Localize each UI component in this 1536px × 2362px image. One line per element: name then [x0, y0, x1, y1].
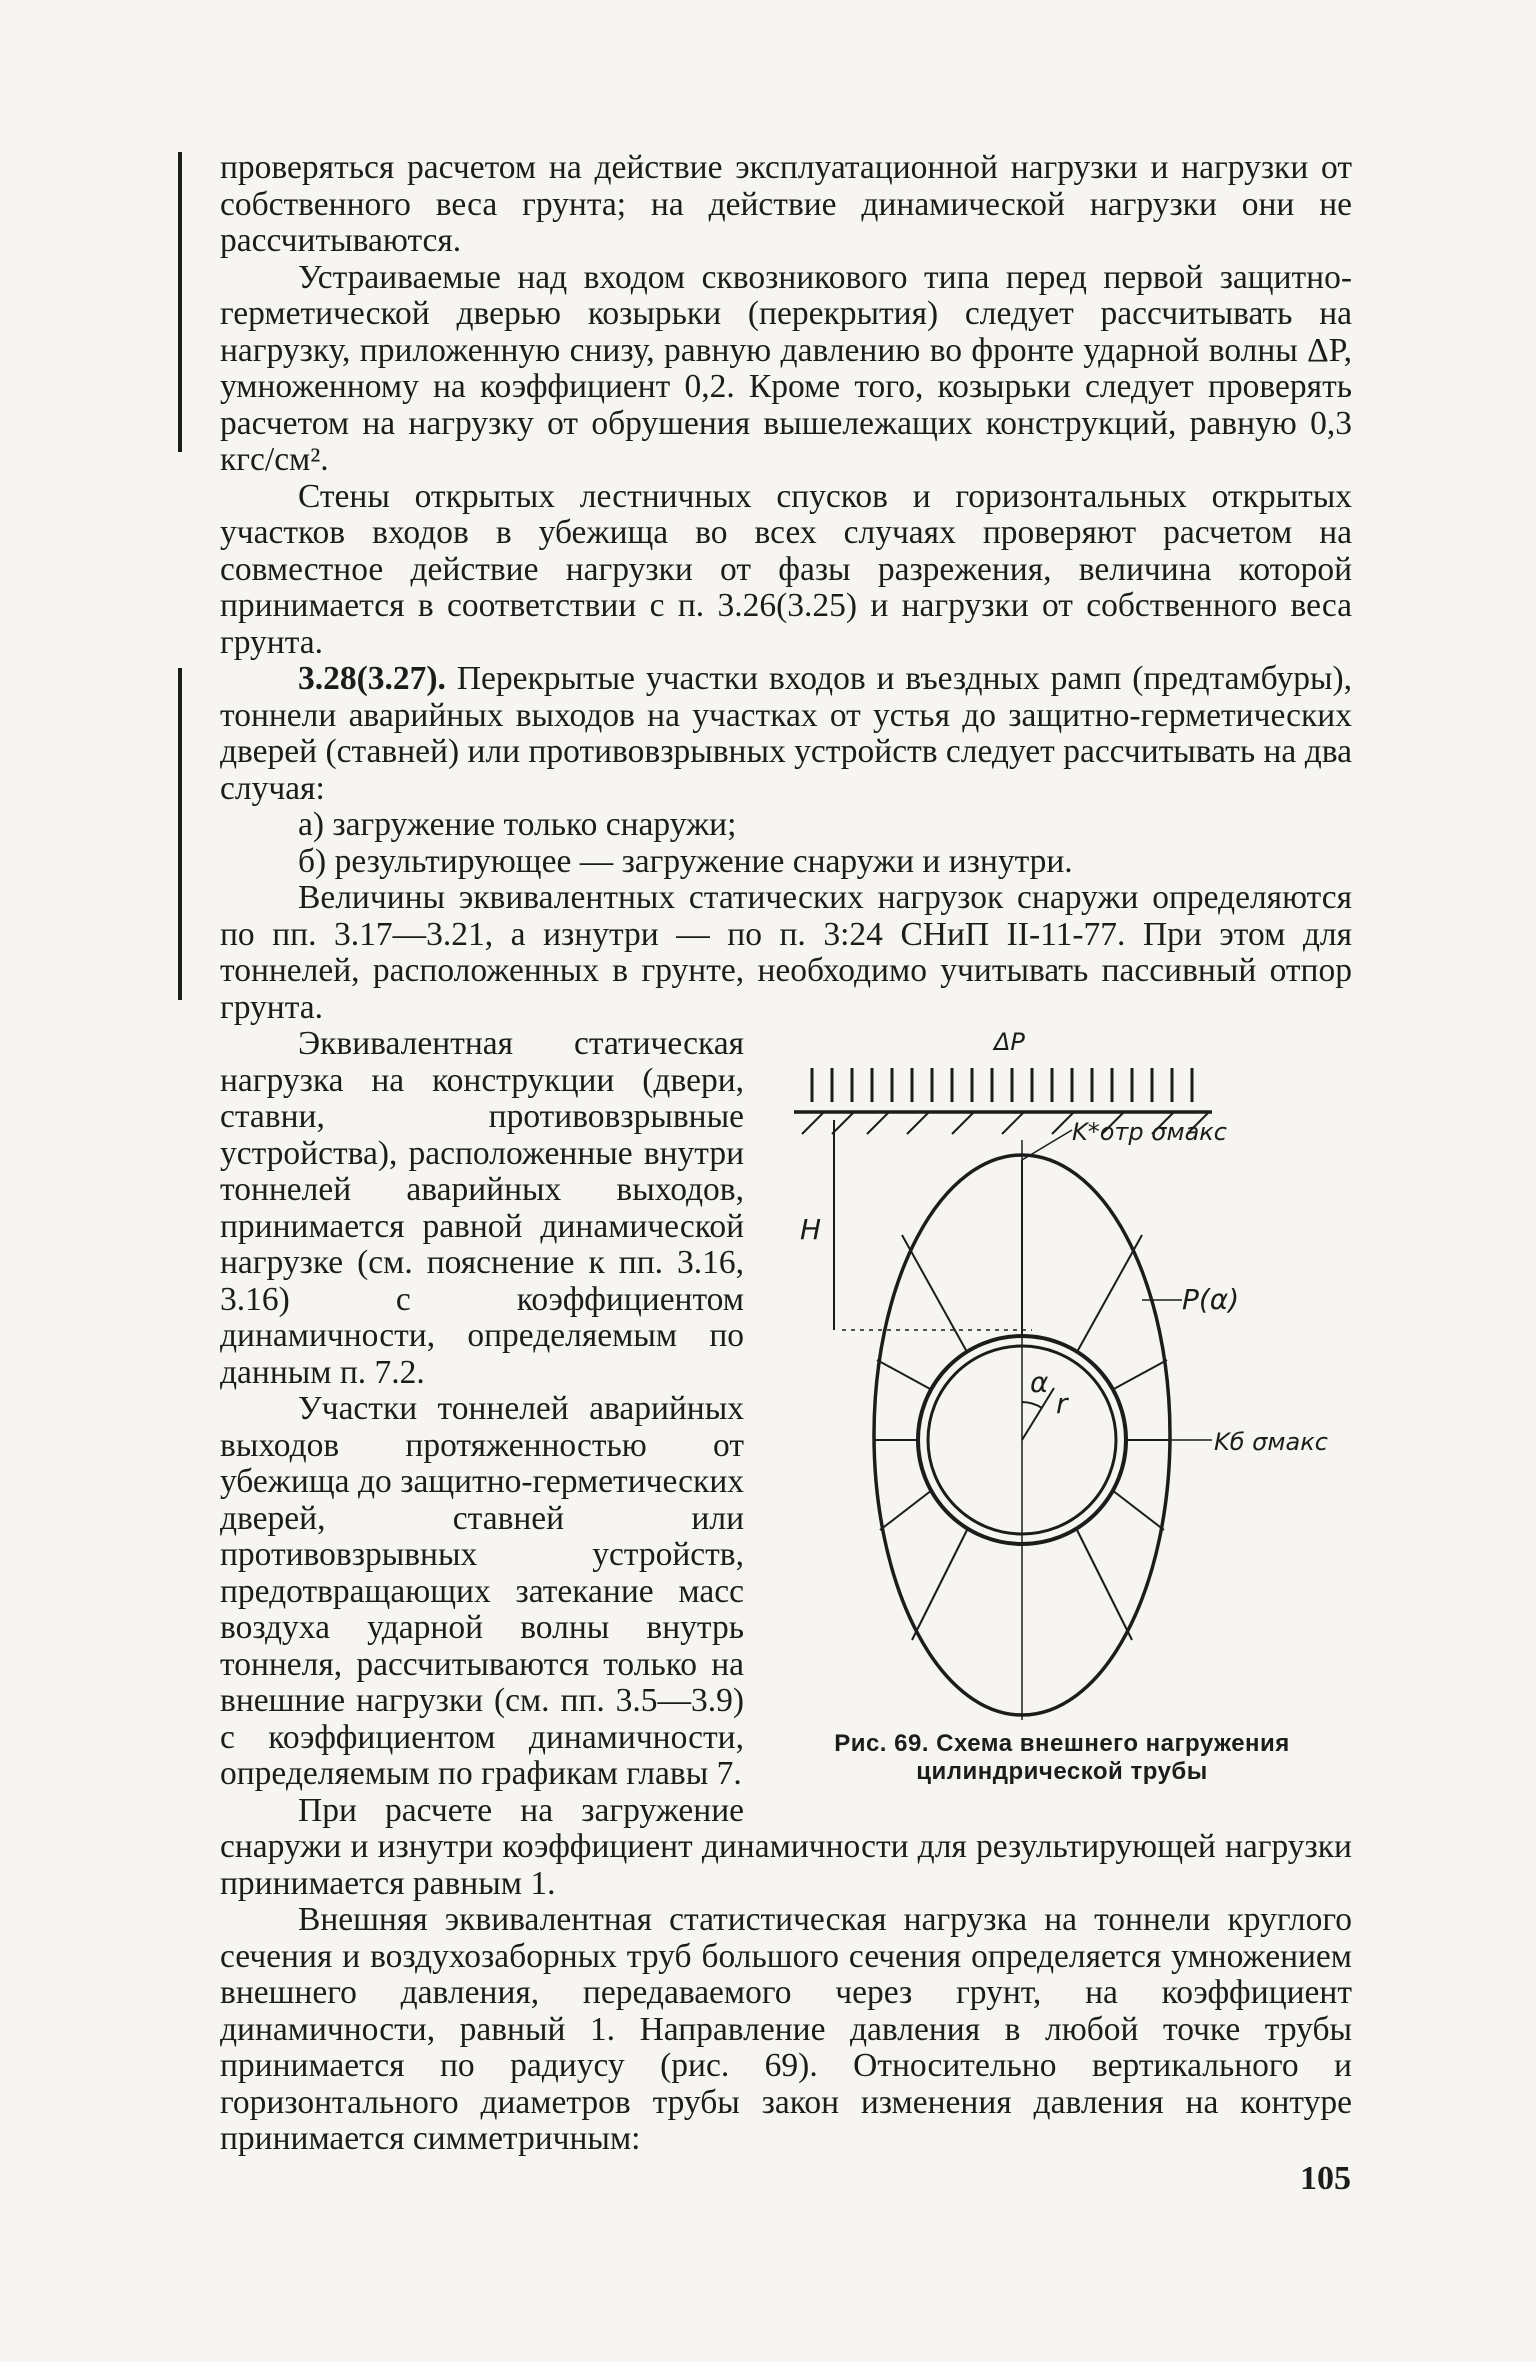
paragraph-text: Перекрытые участки входов и въездных рамп (предтамбуры), тоннели аварийных выходов на участках от устья до защитно-герметических дверей (ставней) или противовзрывных устройств следует рассчитывать на два случая: — [220, 660, 1352, 807]
figure-caption: Рис. 69. Схема внешнего нагружения цилиндрической трубы — [834, 1730, 1290, 1785]
paragraph: Участки тоннелей аварийных выходов протяженностью от убежища до защитно-герметических дверей, ставней или противовзрывных устройств, предотвращающих затекание масс воздуха ударной волны внутрь тоннеля, рассчитываются только на внешние нагрузки (см. пп. 3.5—3.9) с коэффициентом динамичности, определяемым по графикам главы 7. — [220, 1390, 744, 1792]
paragraph — [220, 661, 1352, 807]
paragraph: Устраиваемые над входом сквозникового типа перед первой защитно-герметической дверью козырьки (перекрытия) следует рассчитывать на нагрузку, приложенную снизу, равную давлению во фронте ударной волны ΔP, умноженному на коэффициент 0,2. Кроме того, козырьки следует проверять расчетом на нагрузку от обрушения вышележащих конструкций, равную 0,3 кгс/см². — [220, 258, 1352, 478]
label-p-alpha: P(α) — [1182, 1283, 1240, 1316]
margin-bar-1 — [178, 152, 182, 452]
margin-bar-2 — [178, 668, 182, 1000]
list-item: а) загружение только снаружи; — [298, 806, 737, 843]
page-number: 105 — [1300, 2160, 1351, 2197]
label-h: H — [800, 1213, 822, 1246]
label-side-load: Kб σмакс — [1214, 1428, 1328, 1456]
paragraph: При расчете на загружение снаружи и изнутри коэффициент динамичности для результирующей нагрузки принимается равным 1. — [220, 1791, 1352, 1902]
paragraph: проверяться расчетом на действие эксплуатационной нагрузки и нагрузки от собственного веса грунта; на действие динамической нагрузки они не рассчитываются. — [220, 149, 1352, 259]
label-alpha: α — [1030, 1366, 1049, 1399]
label-delta-p: ΔP — [994, 1028, 1025, 1056]
paragraph: Величины эквивалентных статических нагрузок снаружи определяются по пп. 3.17—3.21, а изнутри — по п. 3:24 СНиП II-11-77. При этом для тоннелей, расположенных в грунте, необходимо учитывать пассивный отпор грунта. — [220, 879, 1352, 1026]
paragraph: Стены открытых лестничных спусков и горизонтальных открытых участков входов в убежища во всех случаях проверяют расчетом на совместное действие нагрузки от фазы разрежения, величина которой принимается в соответствии с п. 3.26(3.25) и нагрузки от собственного веса грунта. — [220, 477, 1352, 661]
label-top-load: K*отр σмакс — [1072, 1118, 1227, 1146]
figure-wrap — [220, 1026, 1352, 2158]
paragraph: Внешняя эквивалентная статистическая нагрузка на тоннели круглого сечения и воздухозаборных труб большого сечения определяется умножением внешнего давления, передаваемого через грунт, на коэффициент динамичности, равный 1. Направление давления в любой точке трубы принимается по радиусу (рис. 69). Относительно вертикального и горизонтального диаметров трубы закон изменения давления на контуре принимается симметричным: — [220, 1901, 1352, 2157]
section-number: 3.28(3.27). — [298, 660, 446, 697]
figure-69 — [772, 1030, 1352, 1794]
load-arrows — [812, 1068, 1192, 1102]
label-r: r — [1056, 1387, 1068, 1420]
list-item: б) результирующее — загружение снаружи и изнутри. — [298, 842, 1073, 880]
body-text — [220, 150, 1352, 2158]
pipe-load-diagram — [772, 1030, 1352, 1730]
paragraph: Эквивалентная статическая нагрузка на конструкции (двери, ставни, противовзрывные устройства), расположенные внутри тоннелей аварийных выходов, принимается равной динамической нагрузке (см. пояснение к пп. 3.16, 3.16) с коэффициентом динамичности, определяемым по данным п. 7.2. — [220, 1025, 744, 1391]
